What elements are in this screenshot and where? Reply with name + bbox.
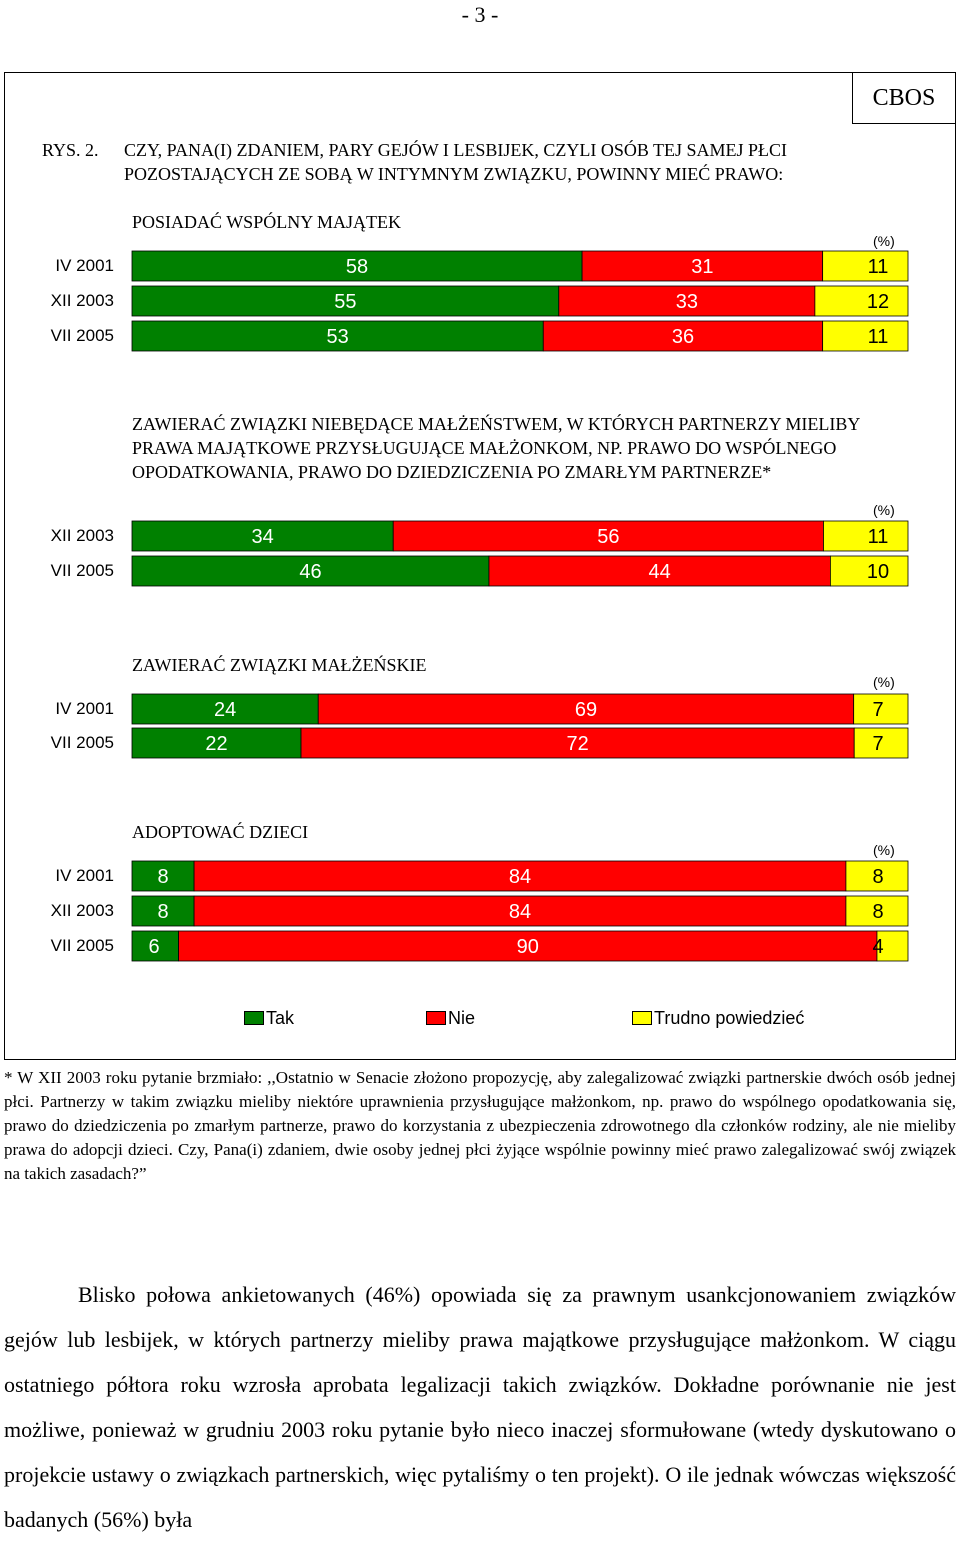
legend-swatch-trudno [632,1011,652,1025]
row-label-4-2: XII 2003 [50,901,114,920]
legend-label-nie: Nie [448,1008,476,1028]
bar-value-nie-1-1: 31 [691,256,714,278]
section-title-2: ZAWIERAĆ ZWIĄZKI NIEBĘDĄCE MAŁŻEŃSTWEM, W KTÓRYCH PARTNERZY MIELIBY PRAWA MAJĄTKOWE PRZYSŁUGUJĄCE MAŁŻONKOM, NP. PRAWO DO WSPÓLNEGO OPODATKOWANIA, PRAWO DO DZIEDZICZENIA PO ZMARŁYM PARTNERZE* [132,414,860,482]
bar-value-tak-2-1: 34 [251,526,274,548]
bar-segment-trudno-1-2 [815,286,908,316]
row-label-3-2: VII 2005 [50,733,114,752]
row-label-1-3: VII 2005 [50,326,114,345]
bar-value-nie-2-1: 56 [597,526,620,548]
row-label-3-1: IV 2001 [55,699,114,718]
footnote: * W XII 2003 roku pytanie brzmiało: ,,Ostatnio w Senacie złożono propozycję, aby zalegalizować związki partnerskie dwóch osób jednej płci. Partnerzy w takim związku mieliby niektóre uprawnienia przysługujące małżonkom, np. prawo do wspólnego opodatkowania się, prawo do dziedziczenia po zmarłym partnerze, prawo do korzystania z ubezpieczenia zdrowotnego dla członków rodziny, ale nie mieliby prawa do adopcji dzieci. Czy, Pana(i) zdaniem, dwie osoby jednej płci żyjące wspólnie powinny mieć prawo zalegalizować swój związek na takich zasadach?” [4,1068,956,1183]
bar-value-nie-2-2: 44 [648,561,671,583]
bar-value-tak-3-1: 24 [213,699,237,721]
figure-label: RYS. 2. [42,140,99,160]
legend-swatch-tak [244,1011,264,1025]
bar-value-trudno-2-2: 10 [866,561,890,583]
bar-value-nie-3-2: 72 [566,733,589,755]
bar-value-nie-4-3: 90 [516,936,539,958]
percent-unit-2: (%) [873,502,895,518]
page-number: - 3 - [461,2,499,27]
bar-value-nie-4-2: 84 [508,901,532,923]
percent-unit-1: (%) [873,233,895,249]
bar-value-trudno-3-2: 7 [872,733,884,755]
bar-value-trudno-2-1: 11 [867,526,889,548]
row-label-1-2: XII 2003 [50,291,114,310]
figure-question: CZY, PANA(I) ZDANIEM, PARY GEJÓW I LESBIJEK, CZYLI OSÓB TEJ SAMEJ PŁCI POZOSTAJĄCYCH ZE SOBĄ W INTYMNYM ZWIĄZKU, POWINNY MIEĆ PRAWO: [124,140,788,184]
section-title-4: ADOPTOWAĆ DZIECI [132,822,309,842]
bar-value-trudno-1-2: 12 [866,291,890,313]
row-label-2-1: XII 2003 [50,526,114,545]
bar-value-trudno-1-1: 11 [867,256,889,278]
legend-label-tak: Tak [266,1008,295,1028]
bar-segment-trudno-1-1 [823,251,908,281]
row-label-4-1: IV 2001 [55,866,114,885]
percent-unit-4: (%) [873,842,895,858]
bar-value-trudno-3-1: 7 [872,699,884,721]
section-title-3: ZAWIERAĆ ZWIĄZKI MAŁŻEŃSKIE [132,655,427,675]
bar-value-tak-1-3: 53 [326,326,349,348]
legend-label-trudno: Trudno powiedzieć [654,1008,805,1028]
bar-value-trudno-1-3: 11 [867,326,889,348]
bar-segment-trudno-1-3 [823,321,908,351]
row-label-4-3: VII 2005 [50,936,114,955]
percent-unit-3: (%) [873,674,895,690]
bar-value-nie-4-1: 84 [508,866,532,888]
section-title-1: POSIADAĆ WSPÓLNY MAJĄTEK [132,212,402,232]
bar-value-trudno-4-1: 8 [872,866,884,888]
bar-value-tak-4-1: 8 [157,866,169,888]
bar-value-tak-3-2: 22 [205,733,228,755]
bar-value-tak-4-2: 8 [157,901,169,923]
bar-value-nie-1-3: 36 [671,326,695,348]
bar-value-trudno-4-3: 4 [872,936,884,958]
bar-value-tak-1-1: 58 [345,256,369,278]
row-label-2-2: VII 2005 [50,561,114,580]
bar-value-tak-2-2: 46 [299,561,322,583]
bar-value-trudno-4-2: 8 [872,901,884,923]
bar-value-tak-4-3: 6 [148,936,160,958]
bar-value-nie-3-1: 69 [574,699,598,721]
body-paragraph: Blisko połowa ankietowanych (46%) opowiada się za prawnym usankcjonowaniem związków gejów lub lesbijek, w których partnerzy mieliby prawa majątkowe przysługujące małżonkom. W ciągu ostatniego półtora roku wzrosła aprobata legalizacji takich związków. Dokładne porównanie nie jest możliwe, ponieważ w grudniu 2003 roku pytanie było nieco inaczej sformułowane (wtedy dyskutowano o projekcie ustawy o związkach partnerskich, więc pytaliśmy o ten projekt). O ile jednak wówczas większość badanych (56%) była [4,1282,956,1532]
legend-swatch-nie [426,1011,446,1025]
bar-segment-trudno-2-1 [823,521,908,551]
bar-value-nie-1-2: 33 [675,291,698,313]
bar-value-tak-1-2: 55 [334,291,357,313]
row-label-1-1: IV 2001 [55,256,114,275]
source-badge: CBOS [852,72,956,124]
